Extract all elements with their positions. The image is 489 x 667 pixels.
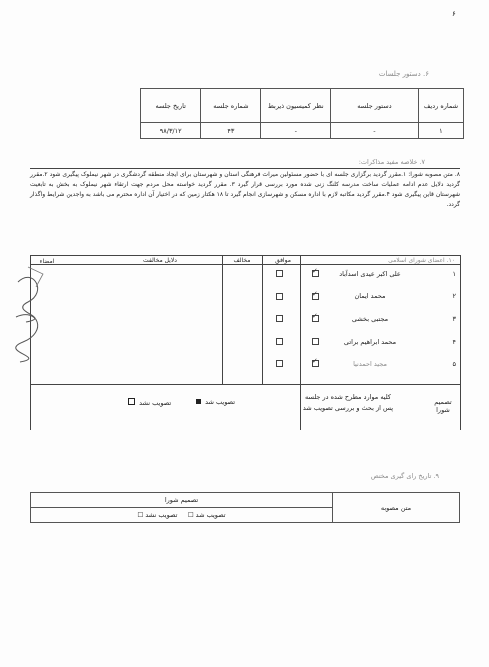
member-name: مجید احمدنیا	[353, 360, 387, 368]
approved-option-label: تصویب شد	[205, 398, 235, 406]
agenda-header-session-date: تاریخ جلسه	[141, 89, 201, 123]
member-3-agree-checkbox[interactable]	[312, 315, 319, 322]
member-1-disagree-checkbox[interactable]	[276, 270, 283, 277]
member-4-disagree-checkbox[interactable]	[276, 338, 283, 345]
member-2-agree-checkbox[interactable]	[312, 293, 319, 300]
vote-header-sign: امضاء	[39, 258, 55, 265]
bottom-approved-option[interactable]: تصویب شد ☐	[187, 511, 226, 519]
agenda-heading: ۶. دستور جلسات	[378, 70, 429, 78]
member-name: مجتبی بخشی	[351, 315, 389, 323]
not-approved-option-label: تصویب نشد	[139, 399, 172, 407]
summary-top-line	[30, 168, 460, 169]
member-index: ۳	[452, 315, 456, 323]
vote-header-members: ۱۰. اعضای شورای اسلامی	[388, 257, 455, 264]
member-index: ۱	[452, 270, 456, 278]
agenda-table	[140, 88, 464, 139]
member-4-agree-checkbox[interactable]	[312, 338, 319, 345]
agenda-header-commission: نظر کمیسیون ذیربط	[261, 89, 331, 123]
member-name: علی اکبر عیدی اسدآباد	[339, 270, 401, 278]
bottom-decision-table	[30, 492, 460, 523]
bottom-options-cell	[31, 508, 333, 523]
vote-table-bottom-border	[30, 384, 460, 385]
member-row-1	[300, 266, 460, 287]
member-row-4	[300, 334, 460, 355]
member-index: ۵	[452, 360, 456, 368]
agenda-cell-session-date: ۹۸/۳/۱۲	[141, 123, 201, 139]
bottom-not-approved-option[interactable]: تصویب نشد ☐	[137, 511, 178, 519]
member-name: محمد ایمان	[354, 292, 386, 300]
member-name: محمد ابراهیم براتی	[343, 338, 397, 346]
member-index: ۴	[452, 338, 456, 346]
approved-option[interactable]	[196, 398, 235, 406]
bottom-not-approved-label: تصویب نشد	[145, 511, 178, 519]
agenda-header-row-number: شماره ردیف	[418, 89, 463, 123]
agenda-header-title: دستور جلسه	[331, 89, 419, 123]
bottom-label-cell: متن مصوبه	[333, 493, 460, 523]
council-resolution-text: ۸. متن مصوبه شورا: ۱.مقرر گردید برگزاری جلسه ای با حضور مسئولین میراث فرهنگی استان و شهرستان برای ایجاد منطقه گردشگری در شهر نیملوک پیگیری شود ۲.مقرر گردید دلایل عدم ادامه عملیات ساخت مدرسه کلنگ زنی شده مورد بررسی قرار گیرد ۳. مقرر گردید خواسته محل مردم جهت ارتقاء شهر نیملوک به بخش به تابعیت شهرستان قاین پیگیری شود ۴.مقرر گردید مکاتبه لازم با اداره مسکن و شهرسازی انجام گیرد تا ۱۸ هکتار زمین که در اختیار آن اداره محترم می باشد به واجدین شرایط واگذار گردد.	[30, 171, 460, 208]
page-number: ۶	[452, 10, 456, 18]
vote-table-col-agree	[262, 255, 263, 384]
signature-image	[8, 262, 66, 382]
vote-header-disagree: مخالف	[233, 257, 251, 264]
bottom-approved-label: تصویب شد	[195, 511, 226, 519]
council-decision-label: تصمیم شورا	[434, 398, 452, 414]
member-index: ۲	[452, 292, 456, 300]
agenda-cell-row-number: ۱	[418, 123, 463, 139]
member-2-disagree-checkbox[interactable]	[276, 293, 283, 300]
member-1-agree-checkbox[interactable]	[312, 270, 319, 277]
member-row-3	[300, 311, 460, 332]
decision-heading: ۹. تاریخ رای گیری مختص	[370, 472, 439, 480]
approved-checkbox	[196, 399, 201, 404]
vote-table-top-border	[30, 255, 460, 256]
vote-header-agree: موافق	[275, 257, 291, 264]
vote-table-right-border	[460, 255, 461, 430]
vote-table-col-disagree	[222, 255, 223, 384]
agenda-cell-commission: -	[261, 123, 331, 139]
agenda-cell-session-number: ۴۳	[201, 123, 261, 139]
vote-table-header-line	[30, 264, 460, 265]
summary-heading: ۷. خلاصه مفید مذاکرات:	[358, 158, 425, 166]
member-5-agree-checkbox[interactable]	[312, 360, 319, 367]
bottom-council-decision: تصمیم شورا	[31, 493, 333, 508]
member-3-disagree-checkbox[interactable]	[276, 315, 283, 322]
member-5-disagree-checkbox[interactable]	[276, 360, 283, 367]
council-decision-note: کلیه موارد مطرح شده در جلسه پس از بحث و بررسی تصویب شد	[302, 393, 394, 412]
member-row-2	[300, 288, 460, 309]
agenda-header-session-number: شماره جلسه	[201, 89, 261, 123]
not-approved-option[interactable]	[128, 398, 171, 407]
agenda-cell-title: -	[331, 123, 419, 139]
not-approved-checkbox	[128, 398, 135, 405]
member-row-5	[300, 356, 460, 377]
vote-header-reasons: دلایل مخالفت	[143, 257, 177, 264]
